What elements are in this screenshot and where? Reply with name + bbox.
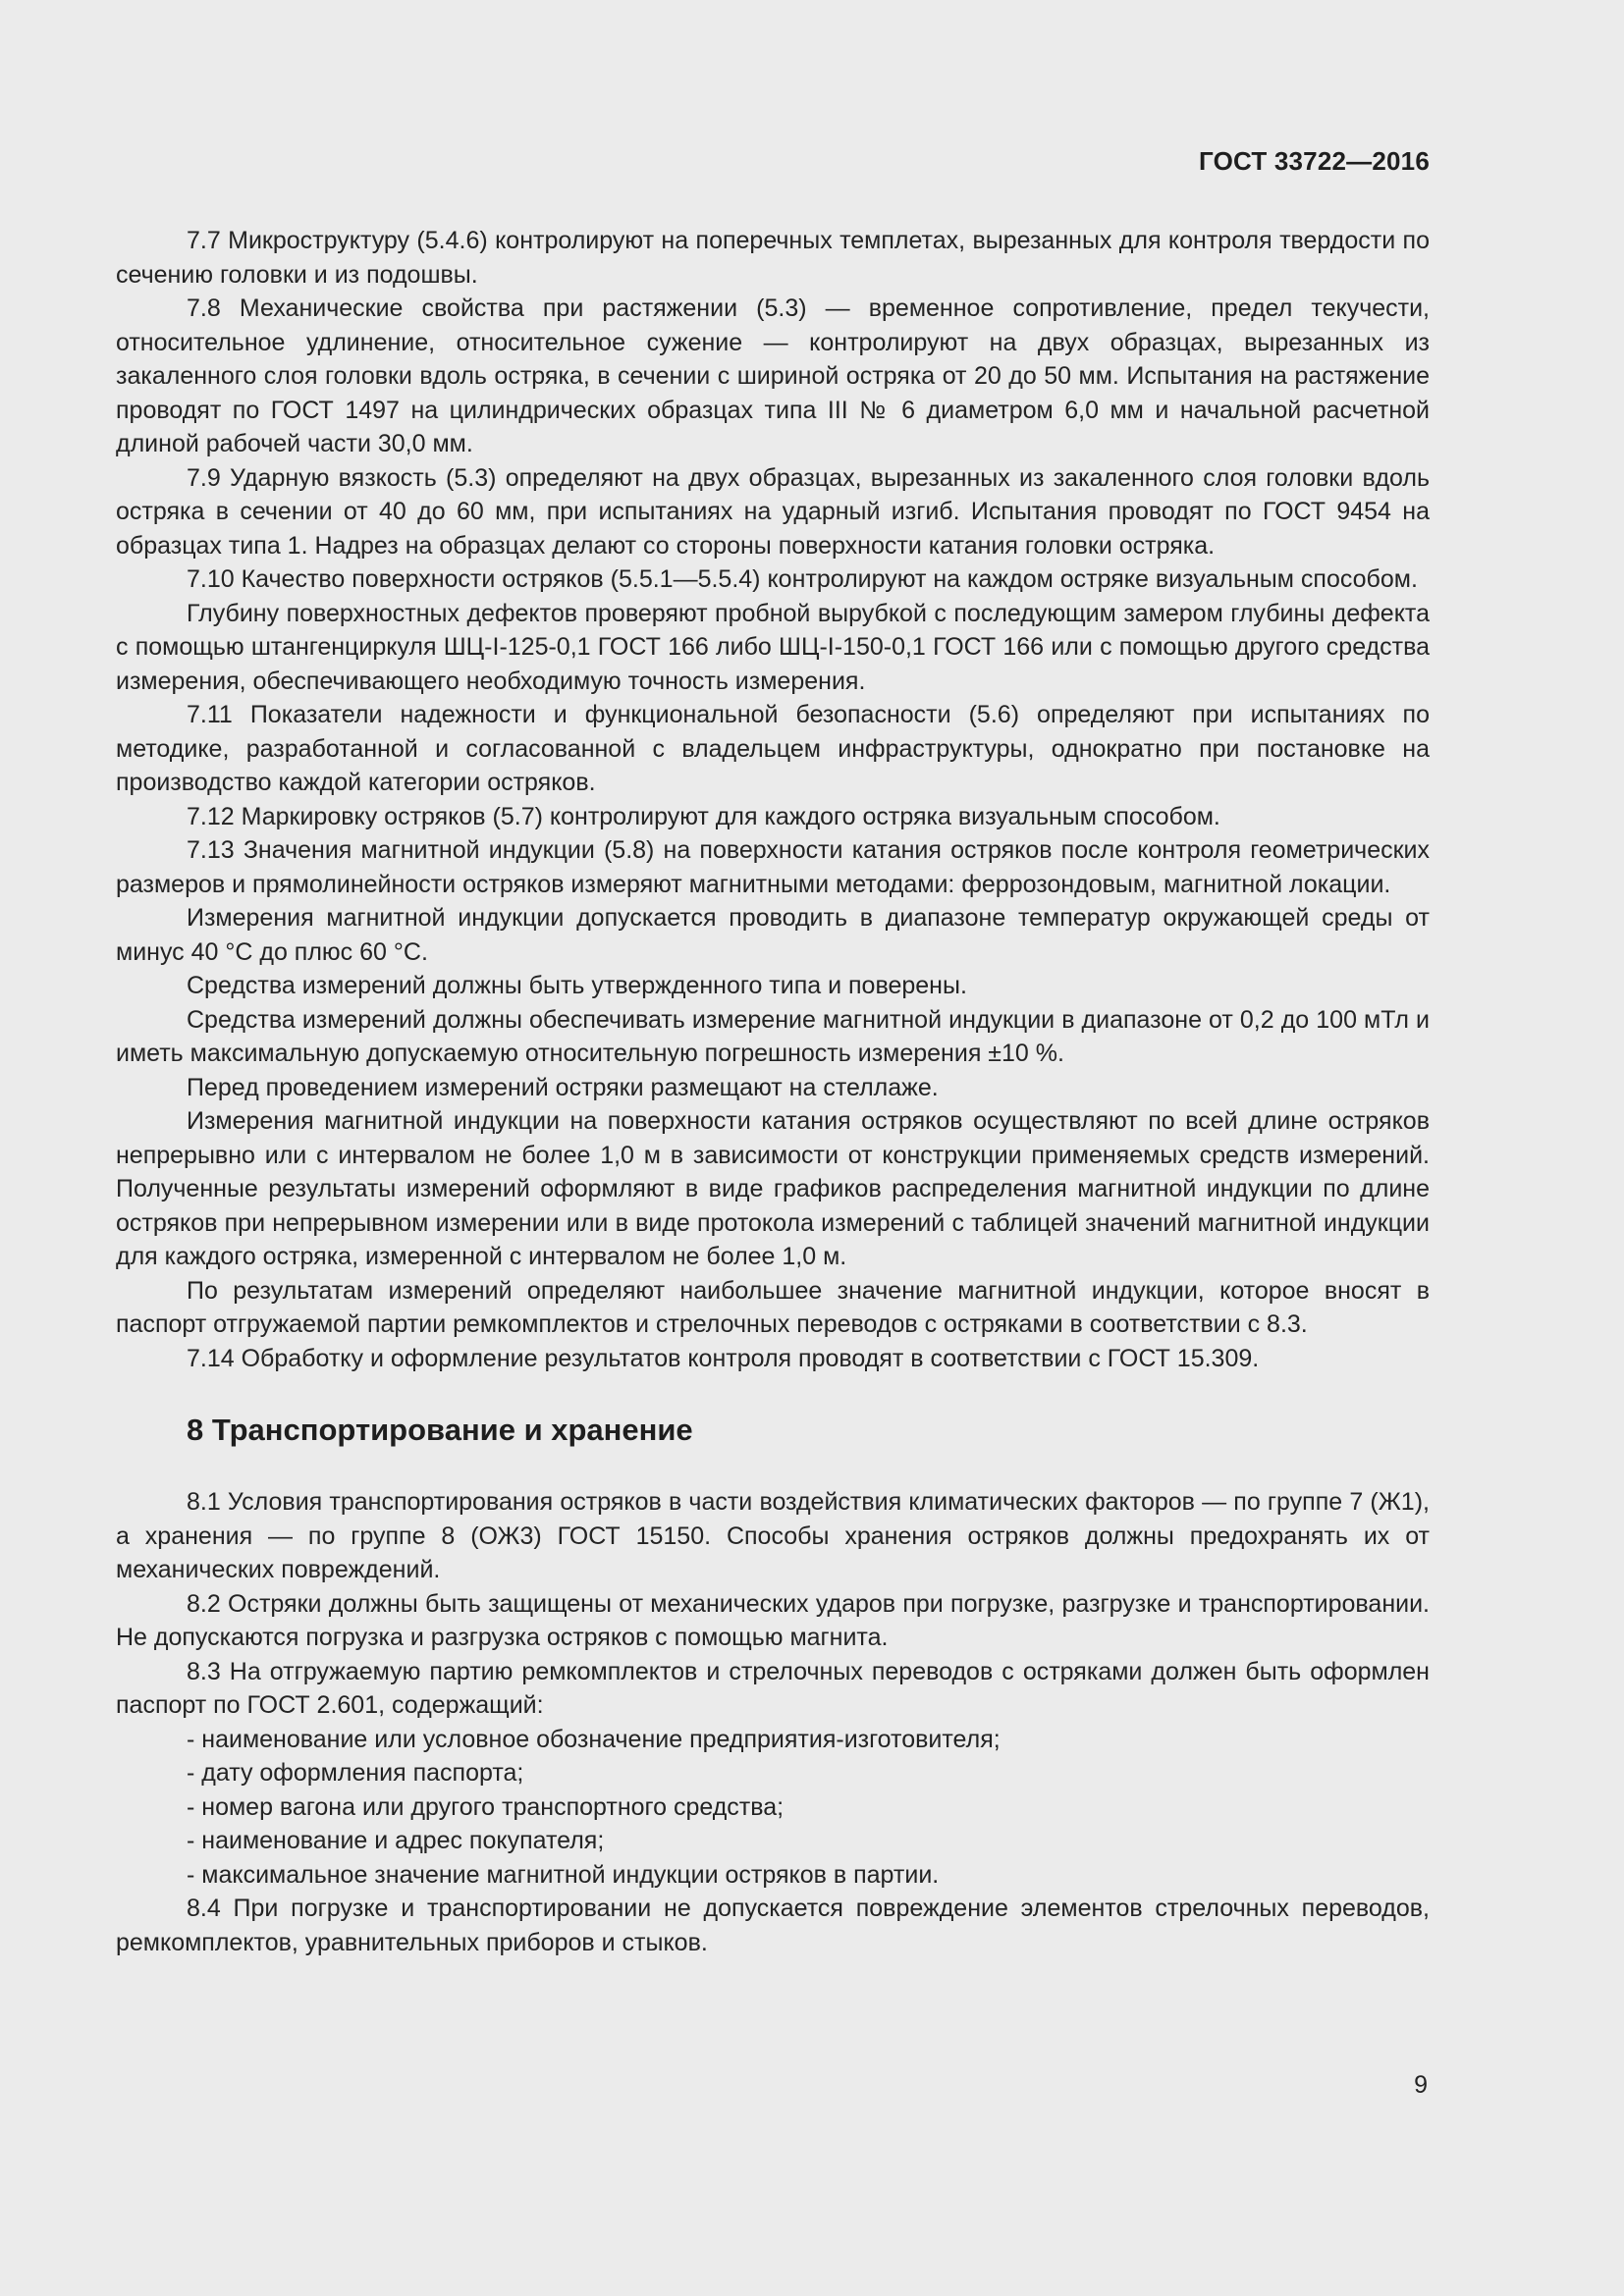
paragraph-8-2: 8.2 Остряки должны быть защищены от механических ударов при погрузке, разгрузке и транспортировании. Не допускаются погрузка и разгрузка остряков с помощью магнита. bbox=[116, 1589, 1430, 1651]
list-item: - дату оформления паспорта; bbox=[187, 1759, 524, 1787]
list-item: - наименование или условное обозначение предприятия-изготовителя; bbox=[187, 1725, 1001, 1753]
list-item: - номер вагона или другого транспортного средства; bbox=[187, 1792, 785, 1821]
paragraph-7-13-results: По результатам измерений определяют наибольшее значение магнитной индукции, которое вносят в паспорт отгружаемой партии ремкомплектов и стрелочных переводов с остряками в соответствии с 8.3. bbox=[116, 1276, 1430, 1338]
section-title-8: 8 Транспортирование и хранение bbox=[187, 1413, 693, 1447]
paragraph-7-7: 7.7 Микроструктуру (5.4.6) контролируют на поперечных темплетах, вырезанных для контроля твердости по сечению головки и из подошвы. bbox=[116, 227, 1430, 289]
paragraph-7-12: 7.12 Маркировку остряков (5.7) контролируют для каждого остряка визуальным способом. bbox=[187, 802, 1220, 830]
paragraph-7-13-instruments-type: Средства измерений должны быть утвержденного типа и поверены. bbox=[187, 972, 967, 999]
paragraph-7-13-temperature: Измерения магнитной индукции допускается проводить в диапазоне температур окружающей среды от минус 40 °С до плюс 60 °С. bbox=[116, 904, 1430, 966]
paragraph-7-9: 7.9 Ударную вязкость (5.3) определяют на двух образцах, вырезанных из закаленного слоя головки вдоль остряка в сечении от 40 до 60 мм, при испытаниях на ударный изгиб. Испытания проводят по ГОСТ 9454 на образцах типа 1. Надрез на образцах делают со стороны поверхности катания головки остряка. bbox=[116, 463, 1430, 560]
page-number: 9 bbox=[1414, 2071, 1428, 2099]
paragraph-7-13-measurement: Измерения магнитной индукции на поверхности катания остряков осуществляют по всей длине остряков непрерывно или с интервалом не более 1,0 м в зависимости от конструкции применяемых средств измерений. Полученные результаты измерений оформляют в виде графиков распределения магнитной индукции по длине остряков при непрерывном измерении или в виде протокола измерений с таблицей значений магнитной индукции для каждого остряка, измеренной с интервалом не более 1,0 м. bbox=[116, 1107, 1430, 1270]
document-header: ГОСТ 33722—2016 bbox=[1199, 146, 1430, 176]
paragraph-7-10: 7.10 Качество поверхности остряков (5.5.1—5.5.4) контролируют на каждом остряке визуальным способом. bbox=[187, 565, 1418, 593]
list-item: - наименование и адрес покупателя; bbox=[187, 1827, 605, 1854]
paragraph-8-3: 8.3 На отгружаемую партию ремкомплектов и стрелочных переводов с остряками должен быть оформлен паспорт по ГОСТ 2.601, содержащий: bbox=[116, 1657, 1430, 1719]
paragraph-7-10-defects: Глубину поверхностных дефектов проверяют пробной вырубкой с последующим замером глубины дефекта с помощью штангенциркуля ШЦ-I-125-0,1 ГОСТ 166 либо ШЦ-I-150-0,1 ГОСТ 166 или с помощью другого средства измерения, обеспечивающего необходимую точность измерения. bbox=[116, 599, 1430, 695]
paragraph-7-13-instruments-range: Средства измерений должны обеспечивать измерение магнитной индукции в диапазоне от 0,2 до 100 мТл и иметь максимальную допускаемую относительную погрешность измерения ±10 %. bbox=[116, 1005, 1430, 1067]
paragraph-8-1: 8.1 Условия транспортирования остряков в части воздействия климатических факторов — по группе 7 (Ж1), а хранения — по группе 8 (ОЖ3) ГОСТ 15150. Способы хранения остряков должны предохранять их от механических повреждений. bbox=[116, 1488, 1430, 1583]
paragraph-7-8: 7.8 Механические свойства при растяжении (5.3) — временное сопротивление, предел текучести, относительное удлинение, относительное сужение — контролируют на двух образцах, вырезанных из закаленного слоя головки вдоль остряка, в сечении с шириной остряка от 20 до 50 мм. Испытания на растяжение проводят по ГОСТ 1497 на цилиндрических образцах типа III № 6 диаметром 6,0 мм и начальной расчетной длиной рабочей части 30,0 мм. bbox=[116, 294, 1430, 457]
paragraph-7-11: 7.11 Показатели надежности и функциональной безопасности (5.6) определяют при испытаниях по методике, разработанной и согласованной с владельцем инфраструктуры, однократно при постановке на производство каждой категории остряков. bbox=[116, 701, 1430, 796]
list-item: - максимальное значение магнитной индукции остряков в партии. bbox=[187, 1860, 940, 1889]
paragraph-7-13: 7.13 Значения магнитной индукции (5.8) на поверхности катания остряков после контроля геометрических размеров и прямолинейности остряков измеряют магнитными методами: феррозондовым, магнитной локации. bbox=[116, 836, 1430, 898]
paragraph-7-13-rack: Перед проведением измерений остряки размещают на стеллаже. bbox=[187, 1073, 939, 1101]
paragraph-8-4: 8.4 При погрузке и транспортировании не допускается повреждение элементов стрелочных переводов, ремкомплектов, уравнительных приборов и стыков. bbox=[116, 1895, 1430, 1956]
paragraph-7-14: 7.14 Обработку и оформление результатов контроля проводят в соответствии с ГОСТ 15.309. bbox=[187, 1344, 1260, 1372]
document-body bbox=[116, 224, 1430, 1959]
